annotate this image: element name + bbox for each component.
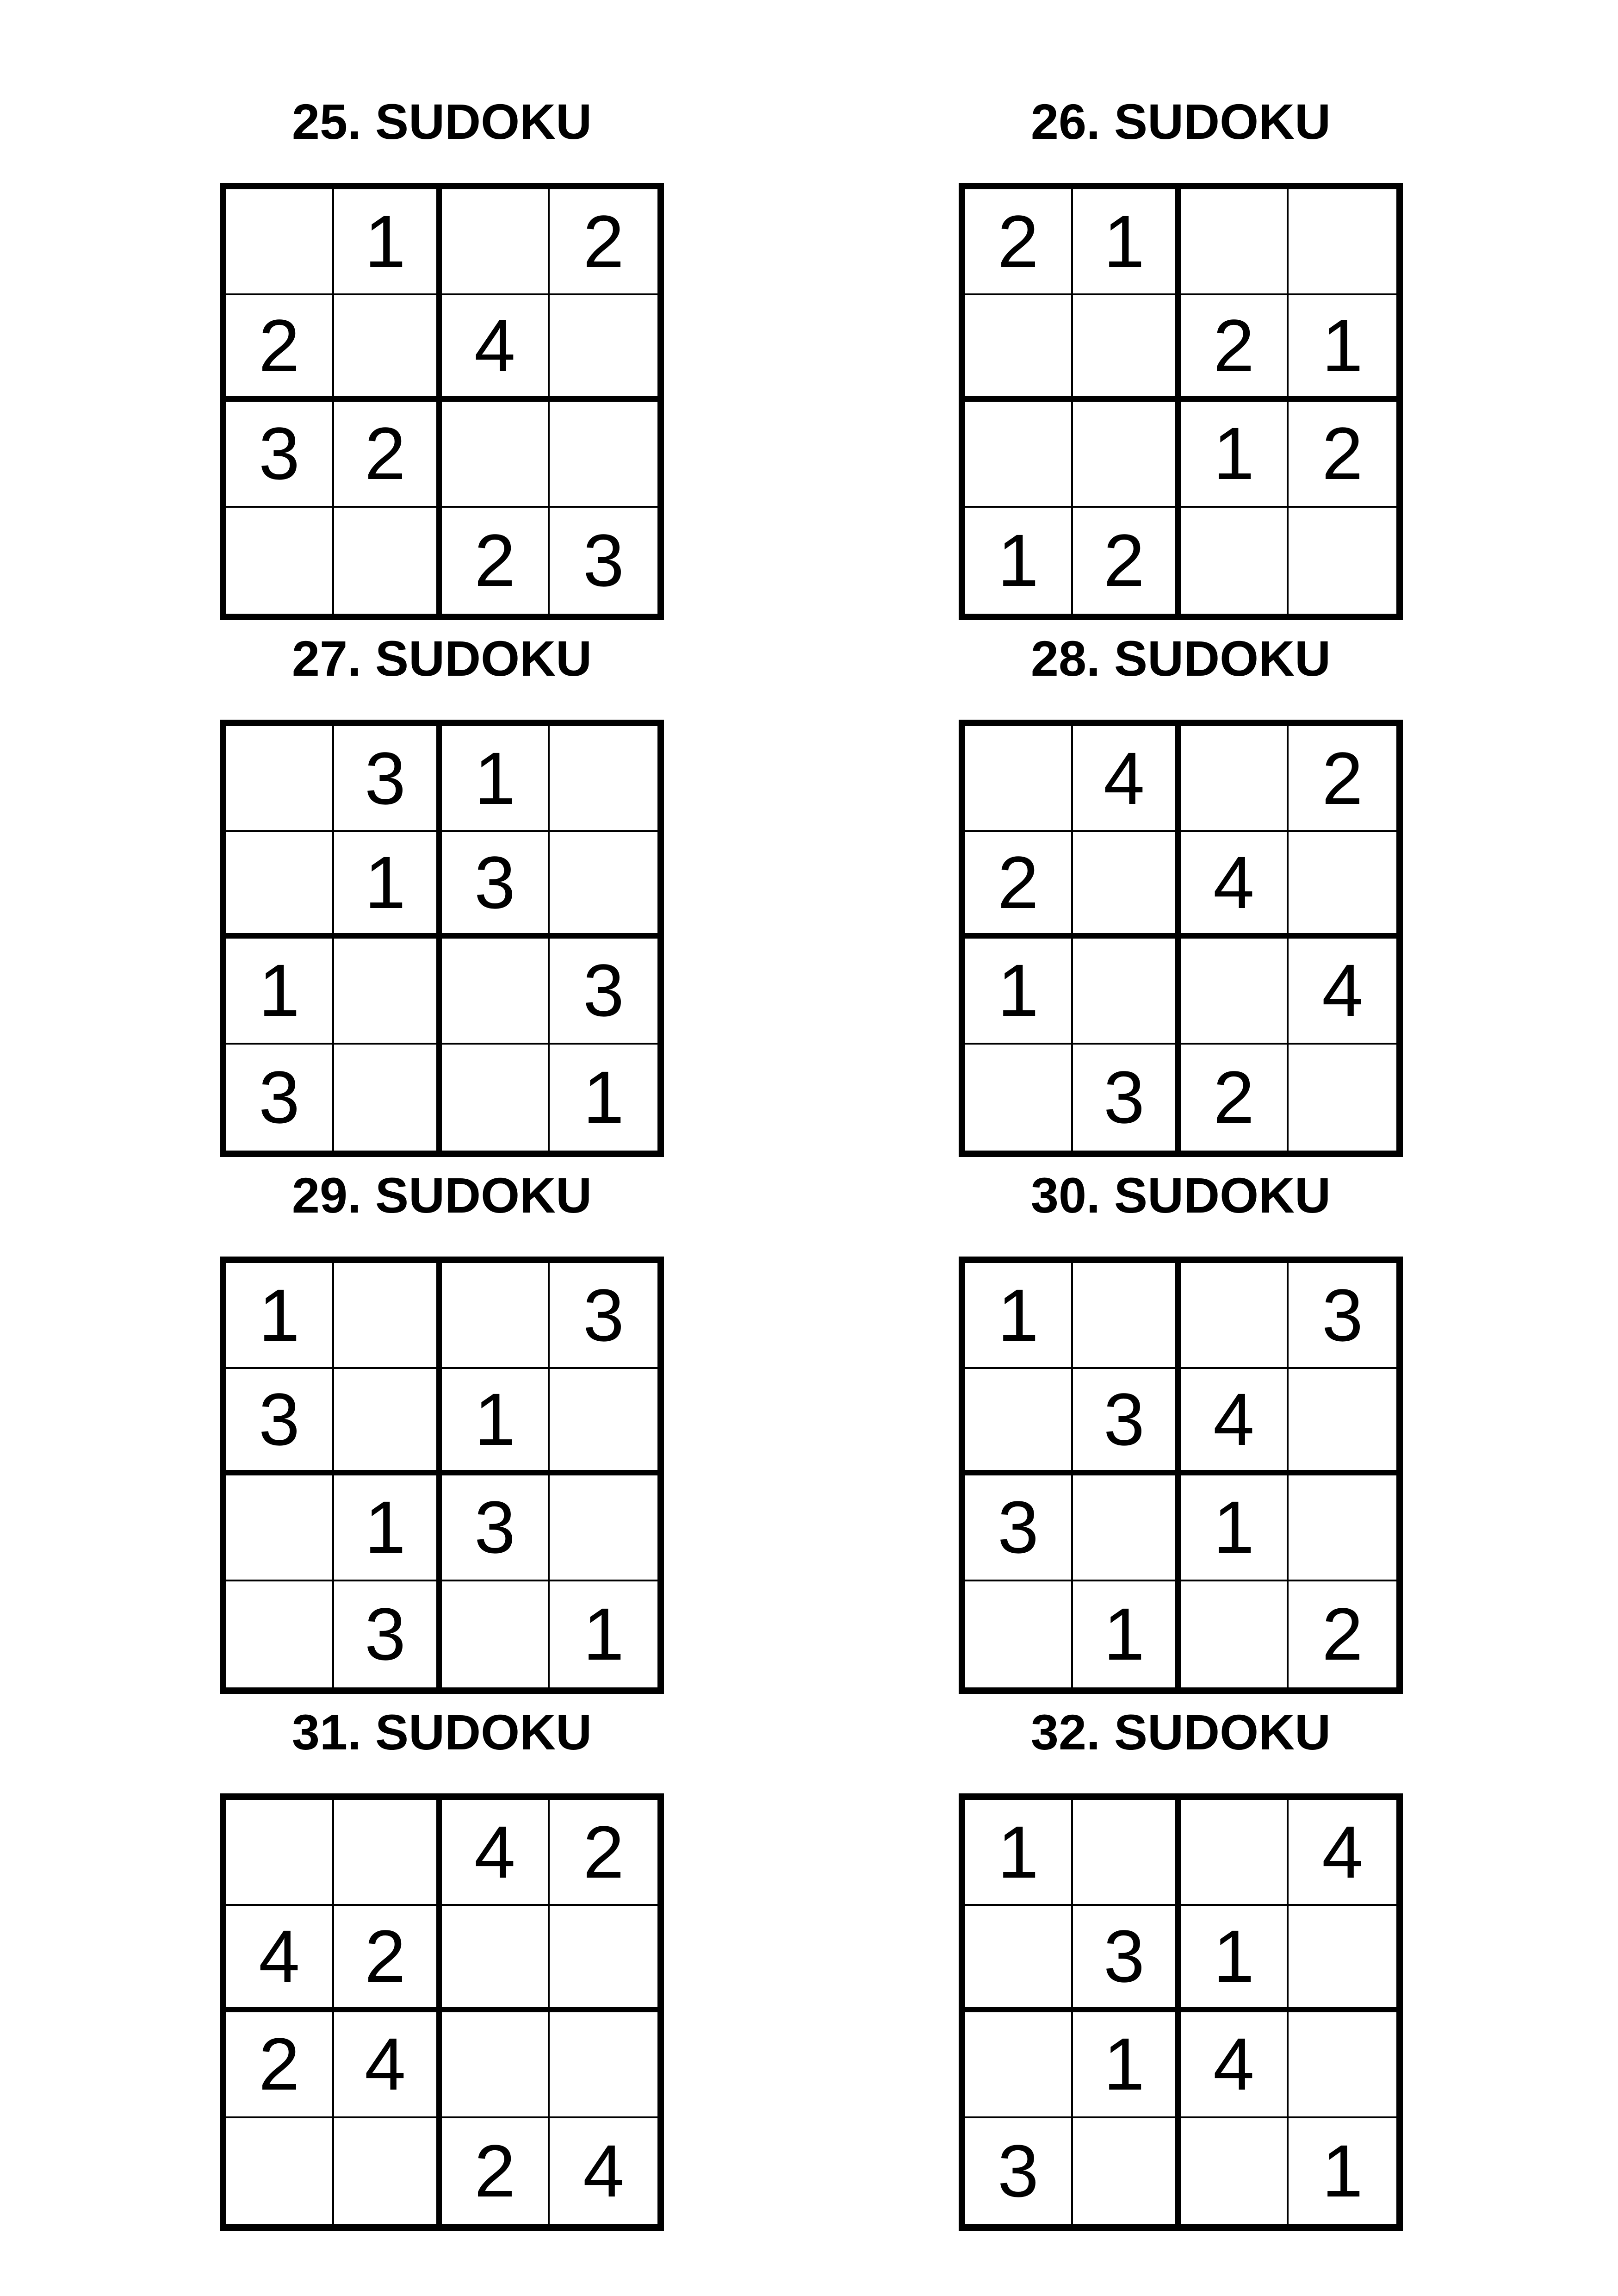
sudoku-cell: 1 [334,832,442,938]
puzzle-title: 26. SUDOKU [1030,93,1331,149]
sudoku-cell: 2 [226,2012,334,2118]
sudoku-cell [442,189,550,295]
sudoku-cell [334,1369,442,1475]
sudoku-cell [1181,726,1289,832]
sudoku-cell: 1 [1289,295,1396,401]
sudoku-cell: 3 [965,1475,1073,1581]
sudoku-cell [550,402,657,508]
sudoku-cell [1073,832,1181,938]
sudoku-cell: 3 [442,832,550,938]
sudoku-cell: 2 [226,295,334,401]
sudoku-cell: 1 [1073,189,1181,295]
sudoku-grid [959,720,1403,1157]
sudoku-cell: 3 [226,402,334,508]
sudoku-cell [334,1263,442,1369]
sudoku-cell [550,726,657,832]
sudoku-cell: 3 [550,1263,657,1369]
sudoku-cell: 2 [1181,295,1289,401]
sudoku-cell [226,189,334,295]
sudoku-cell [1289,1906,1396,2012]
sudoku-cell: 1 [583,1056,624,1139]
sudoku-cell [1073,1800,1181,1906]
sudoku-cell [442,939,550,1045]
sudoku-cell [442,1581,550,1687]
sudoku-cell: 4 [1181,2012,1289,2118]
sudoku-cell [965,1906,1073,2012]
sudoku-cell: 2 [334,402,442,508]
sudoku-cell [550,2012,657,2118]
sudoku-cell [334,295,442,401]
sudoku-cell: 1 [1181,1906,1289,2012]
sudoku-cell [1181,1581,1289,1687]
sudoku-cell [1289,832,1396,938]
sudoku-cell [1289,1475,1396,1581]
sudoku-cell: 3 [1073,1369,1181,1475]
sudoku-cell: 4 [1181,1369,1289,1475]
sudoku-cell [226,832,334,938]
sudoku-cell: 1 [226,939,334,1045]
sudoku-cell: 2 [1073,508,1181,614]
puzzle-title: 32. SUDOKU [1030,1704,1331,1760]
puzzle-title: 27. SUDOKU [291,630,592,686]
sudoku-cell [226,726,334,832]
sudoku-cell: 4 [226,1906,334,2012]
sudoku-cell: 3 [442,1475,550,1581]
sudoku-cell [226,508,334,614]
sudoku-cell [550,1475,657,1581]
sudoku-cell [1073,1475,1181,1581]
puzzle-title: 30. SUDOKU [1030,1167,1331,1223]
sudoku-cell [1181,508,1289,614]
puzzle-title: 25. SUDOKU [291,93,592,149]
sudoku-cell [965,1369,1073,1475]
puzzle-title: 29. SUDOKU [291,1167,592,1223]
sudoku-cell [1073,939,1181,1045]
puzzle-title: 28. SUDOKU [1030,630,1331,686]
sudoku-cell [442,2012,550,2118]
sudoku-cell [334,939,442,1045]
sudoku-grid [959,1793,1403,2231]
sudoku-cell [965,1045,1073,1151]
sudoku-cell: 4 [1073,726,1181,832]
sudoku-grid [220,1257,664,1694]
sudoku-cell: 4 [442,1800,550,1906]
sudoku-cell: 1 [1181,1475,1289,1581]
sudoku-cell: 1 [334,1475,442,1581]
sudoku-cell [965,402,1073,508]
sudoku-cell: 1 [1073,2012,1181,2118]
sudoku-cell [1289,508,1396,614]
sudoku-cell [1289,1045,1396,1151]
sudoku-puzzle [220,1169,664,1694]
sudoku-cell [550,1906,657,2012]
sudoku-cell: 2 [1181,1045,1289,1151]
sudoku-cell [550,1369,657,1475]
sudoku-cell [226,1581,334,1687]
sudoku-grid [220,720,664,1157]
sudoku-puzzle [220,1705,664,2231]
sudoku-cell [1289,1369,1396,1475]
sudoku-cell: 4 [583,2129,624,2213]
sudoku-cell: 1 [965,1263,1073,1369]
sudoku-cell [226,1475,334,1581]
sudoku-cell [965,2012,1073,2118]
sudoku-cell: 2 [1322,1593,1363,1676]
sudoku-cell: 1 [226,1263,334,1369]
sudoku-cell: 4 [1289,1800,1396,1906]
sudoku-cell: 2 [965,189,1073,295]
sudoku-cell: 3 [1289,1263,1396,1369]
sudoku-cell: 1 [1322,2129,1363,2213]
sudoku-cell: 1 [965,1800,1073,1906]
sudoku-cell: 1 [1073,1581,1181,1687]
sudoku-cell: 2 [550,1800,657,1906]
sudoku-cell: 3 [965,2118,1073,2224]
sudoku-cell: 1 [965,939,1073,1045]
sudoku-cell: 2 [1289,402,1396,508]
sudoku-cell: 4 [1289,939,1396,1045]
sudoku-cell: 3 [1073,1045,1181,1151]
sudoku-cell [965,726,1073,832]
sudoku-cell [965,1581,1073,1687]
sudoku-cell: 1 [1181,402,1289,508]
sudoku-cell: 2 [442,2118,550,2224]
sudoku-cell: 2 [550,189,657,295]
sudoku-cell [442,1263,550,1369]
sudoku-puzzle [959,95,1403,620]
sudoku-grid [959,183,1403,620]
sudoku-cell [1181,939,1289,1045]
sudoku-cell: 3 [1073,1906,1181,2012]
sudoku-cell [550,295,657,401]
sudoku-puzzle [959,1169,1403,1694]
sudoku-cell [1073,2118,1181,2224]
sudoku-cell [1073,295,1181,401]
sudoku-cell [334,508,442,614]
sudoku-cell [1181,2118,1289,2224]
sudoku-cell: 3 [334,1581,442,1687]
sudoku-cell: 2 [442,508,550,614]
sudoku-cell [334,1800,442,1906]
sudoku-cell [965,295,1073,401]
sudoku-cell: 4 [334,2012,442,2118]
sudoku-cell [1289,2012,1396,2118]
sudoku-cell: 2 [334,1906,442,2012]
sudoku-cell [442,1906,550,2012]
sudoku-puzzle [959,1705,1403,2231]
sudoku-cell [442,402,550,508]
sudoku-cell [442,1045,550,1151]
sudoku-cell [1181,1800,1289,1906]
puzzle-title: 31. SUDOKU [291,1704,592,1760]
sudoku-cell: 3 [226,1369,334,1475]
sudoku-grid [959,1257,1403,1694]
sudoku-cell [226,2118,334,2224]
sudoku-cell [1181,189,1289,295]
sudoku-puzzle [220,95,664,620]
sudoku-cell: 3 [583,519,624,602]
sudoku-cell: 4 [442,295,550,401]
sudoku-grid [220,1793,664,2231]
sudoku-cell: 2 [965,832,1073,938]
sudoku-cell [226,1800,334,1906]
sudoku-cell: 1 [442,1369,550,1475]
sudoku-cell [1073,402,1181,508]
sudoku-cell: 1 [965,508,1073,614]
sudoku-cell [1181,1263,1289,1369]
sudoku-cell: 1 [583,1593,624,1676]
sudoku-cell [1073,1263,1181,1369]
sudoku-cell: 3 [334,726,442,832]
sudoku-cell: 3 [226,1045,334,1151]
sudoku-cell: 2 [1289,726,1396,832]
sudoku-cell [550,832,657,938]
sudoku-cell: 3 [550,939,657,1045]
sudoku-cell [334,2118,442,2224]
sudoku-grid [220,183,664,620]
sudoku-puzzle [959,632,1403,1157]
sudoku-cell: 1 [442,726,550,832]
sudoku-puzzle [220,632,664,1157]
sudoku-cell [1289,189,1396,295]
sudoku-cell: 1 [334,189,442,295]
sudoku-cell: 4 [1181,832,1289,938]
sudoku-cell [334,1045,442,1151]
